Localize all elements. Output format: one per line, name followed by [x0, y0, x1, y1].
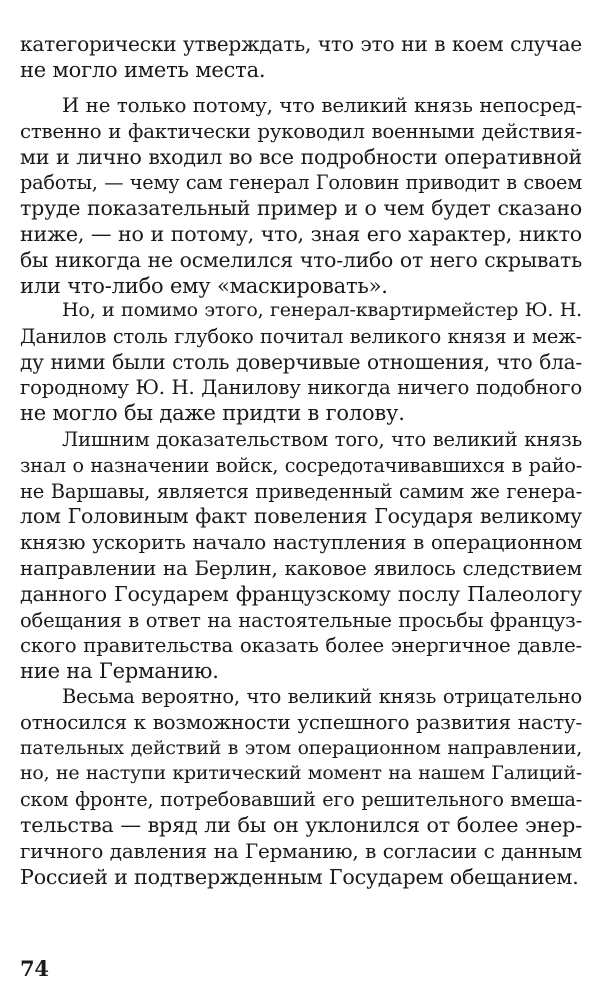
text-line: ском фронте, потребовавший его решительного вмеша-	[20, 788, 582, 812]
text-line: И не только потому, что великий князь непосред-	[62, 94, 582, 117]
text-line: не могло иметь места.	[20, 57, 266, 82]
text-line: лом Головиным факт повеления Государя великому	[20, 504, 582, 529]
page-number: 74	[20, 956, 49, 981]
text-line: знал о назначении войск, сосредотачивавшихся в райо-	[20, 453, 582, 477]
text-line: категорически утверждать, что это ни в коем случае	[20, 32, 582, 56]
text-line: ниже, — но и потому, что, зная его характер, никто	[20, 221, 582, 246]
book-page	[20, 0, 582, 1004]
text-line: относился к возможности успешного развития насту-	[20, 710, 582, 734]
text-line: ственно и фактически руководил военными действия-	[20, 119, 582, 143]
text-line: гичного давления на Германию, в согласии с данным	[20, 839, 582, 863]
text-line: Весьма вероятно, что великий князь отрицательно	[62, 685, 582, 708]
text-line: данного Государем французскому послу Палеологу	[20, 581, 582, 606]
text-line: Россией и подтвержденным Государем обещанием.	[20, 864, 579, 889]
paragraph-1	[20, 32, 582, 84]
text-line: или что-либо ему «маскировать».	[20, 273, 388, 298]
text-line: Данилов столь глубоко почитал великого князя и меж-	[20, 324, 582, 348]
text-line: бы никогда не осмелился что-либо от него скрывать	[20, 247, 582, 272]
paragraph-5	[20, 684, 582, 890]
text-line: Но, и помимо этого, генерал-квартирмейстер Ю. Н.	[62, 299, 582, 321]
paragraph-4	[20, 427, 582, 685]
text-line: тельства — вряд ли бы он уклонился от более энер-	[20, 812, 582, 837]
text-line: ду ними были столь доверчивые отношения, что бла-	[20, 349, 582, 374]
text-line: князю ускорить начало наступления в операционном	[20, 531, 582, 555]
text-line: ние на Германию.	[20, 659, 219, 684]
text-line: работы, — чему сам генерал Головин приводит в своем	[20, 171, 582, 195]
text-line: но, не наступи критический момент на нашем Галиций-	[20, 762, 582, 785]
text-line: обещания в ответ на настоятельные просьбы француз-	[20, 608, 582, 632]
text-line: не Варшавы, является приведенный самим же генера-	[20, 479, 582, 503]
text-line: ского правительства оказать более энергичное давле-	[20, 634, 582, 658]
paragraph-3	[20, 298, 582, 427]
text-line: не могло бы даже придти в голову.	[20, 401, 405, 426]
text-line: направлении на Берлин, каковое явилось следствием	[20, 556, 582, 580]
text-line: пательных действий в этом операционном направлении,	[20, 737, 582, 759]
text-line: Лишним доказательством того, что великий князь	[62, 428, 582, 451]
text-line: ми и лично входил во все подробности оперативной	[20, 144, 582, 169]
text-line: труде показательный пример и о чем будет сказано	[20, 196, 582, 221]
text-line: городному Ю. Н. Данилову никогда ничего подобного	[20, 376, 582, 400]
paragraph-2	[20, 93, 582, 299]
